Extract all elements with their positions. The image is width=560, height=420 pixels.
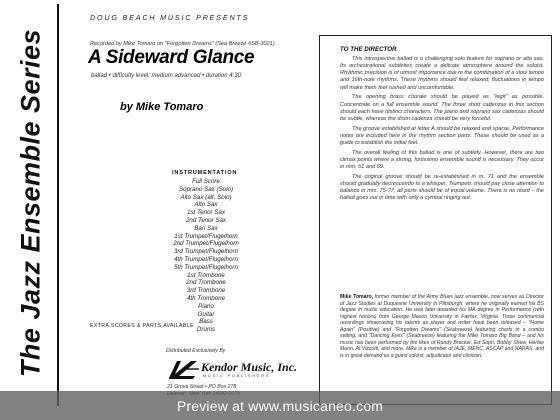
instrument-item: 4th Trombone xyxy=(186,294,226,302)
series-spine xyxy=(0,0,62,405)
director-notes xyxy=(340,56,544,205)
instrument-item: Alto Sax (alt. Solo) xyxy=(180,193,232,201)
preview-watermark-text: Preview at www.musicaneo.com xyxy=(176,398,384,414)
recording-credit: Recorded by Mike Tomaro on "Forgotten Dreams" (Sea Breeze #SB-3021) xyxy=(90,41,275,47)
composer-credit: by Mike Tomaro xyxy=(120,101,204,113)
director-paragraph: The overall feeling of this ballad is one of subtlety. However, there are two climax points where a strong, fortissimo ensemble sound is necessary. They occur in mm. 61 and 69. xyxy=(340,149,544,170)
director-paragraph: This introspective ballad is a challenging solo feature for soprano or alto sax. Its orchestrational subtleties create a delicate atmosphere around the soloist. Rhythmic precision is of utmost importance due to the combination of a slow tempo and 16th-note rhythms. These rhythms should feel relaxed; fluctuations in tempo will make them feel rushed and uncomfortable. xyxy=(340,56,544,91)
distributor-name: Kendor Music, Inc. xyxy=(201,360,298,374)
instrument-item: 1st Trumpet/Flugelhorn xyxy=(174,232,238,240)
piece-title: A Sideward Glance xyxy=(88,47,255,68)
instrument-item: Piano xyxy=(198,302,214,310)
director-heading: TO THE DIRECTOR xyxy=(340,46,397,53)
distributed-by-label: Distributed Exclusively By xyxy=(166,348,226,354)
instrument-item: Alto Sax xyxy=(194,201,218,209)
instrument-item: 2nd Trumpet/Flugelhorn xyxy=(173,240,239,248)
instrument-item: Bari Sax xyxy=(194,224,218,232)
instrument-item: Drums xyxy=(196,326,216,334)
piece-meta: ballad • difficulty level: medium advanced • duration 4:30 xyxy=(91,73,241,79)
director-paragraph: The groove established at letter A should be relaxed and sparse. Performance notes are included here in the rhythm section parts. These should be used as a guide to establish the initial feel. xyxy=(340,125,544,146)
instrument-item: Guitar xyxy=(197,310,215,318)
extra-parts-note: EXTRA SCORES & PARTS AVAILABLE xyxy=(90,323,194,329)
series-title: The Jazz Ensemble Series xyxy=(15,28,46,378)
composer-bio xyxy=(340,294,544,359)
address-line-1: 21 Grove Street • PO Box 278 xyxy=(167,384,237,390)
instrument-item: 2nd Trombone xyxy=(186,279,226,287)
instrument-item: 5th Trumpet/Flugelhorn xyxy=(174,263,238,271)
cover-left-panel xyxy=(62,0,312,420)
instrumentation-list xyxy=(126,178,286,334)
spine-divider xyxy=(57,4,59,406)
kendor-logo-icon xyxy=(167,358,201,380)
director-paragraph: The original groove should be re-established in m. 71 and the ensemble should gradually decrescendo to a whisper. Trumpets should pay close attention to balance in mm. 75-77; all parts should be of equal volume. There is no ritard – the ballad goes out in time with only a cymbal ringing out. xyxy=(340,173,544,202)
bio-text: former member of the Army Blues jazz ensemble, now serves as Director of Jazz Studies at Duquesne University in Pittsburgh, where he originally earned his BS degree in music education. He was later awarded his MA degree in Performance (with highest honors) from George Mason University in Fairfax, Virginia. Three commercial recordings showcasing his talents as player and writer have been released – "Home Again" (Positive) and "Forgotten Dreams" (Seabreeze) featuring charts in a combo setting, and "Dancing Eyes" (Seabreeze) featuring the Mike Tomaro Big Band – and his music has been performed by the likes of Randy Brecker, Ed Soph, Bobby Shew, Herbie Mann, Al Vizzutti, and more. Mike is a member of IAJE, MENC, ASCAP and NARAS, and is in great demand as a guest soloist, adjudicator and clinician. xyxy=(340,294,544,359)
instrument-item: 1st Tenor Sax xyxy=(187,209,225,217)
director-notes-box xyxy=(319,35,552,405)
distributor-subtitle: MUSIC PUBLISHERS xyxy=(203,374,271,378)
instrument-item: Soprano Sax (Solo) xyxy=(179,185,233,193)
instrument-item: Bass xyxy=(199,318,213,326)
director-paragraph: The opening brass chorale should be played as "legit" as possible. Concentrate on a full ensemble sound. The three short cadenzas in this section should each have distinct characters. The piano and soprano sax cadenzas should be subtle, whereas the drum cadenza should be very forceful. xyxy=(340,94,544,122)
publisher-line: DOUG BEACH MUSIC PRESENTS xyxy=(90,13,250,22)
instrument-item: 3rd Trumpet/Flugelhorn xyxy=(173,248,239,256)
instrument-item: 1st Trombone xyxy=(187,271,225,279)
instrument-item: 4th Trumpet/Flugelhorn xyxy=(174,255,238,263)
instrument-item: 3rd Trombone xyxy=(186,287,226,295)
instrumentation-heading: INSTRUMENTATION xyxy=(172,170,238,176)
bio-name: Mike Tomaro, xyxy=(340,294,374,300)
instrument-item: 2nd Tenor Sax xyxy=(185,216,227,224)
instrument-item: Full Score xyxy=(192,178,220,185)
